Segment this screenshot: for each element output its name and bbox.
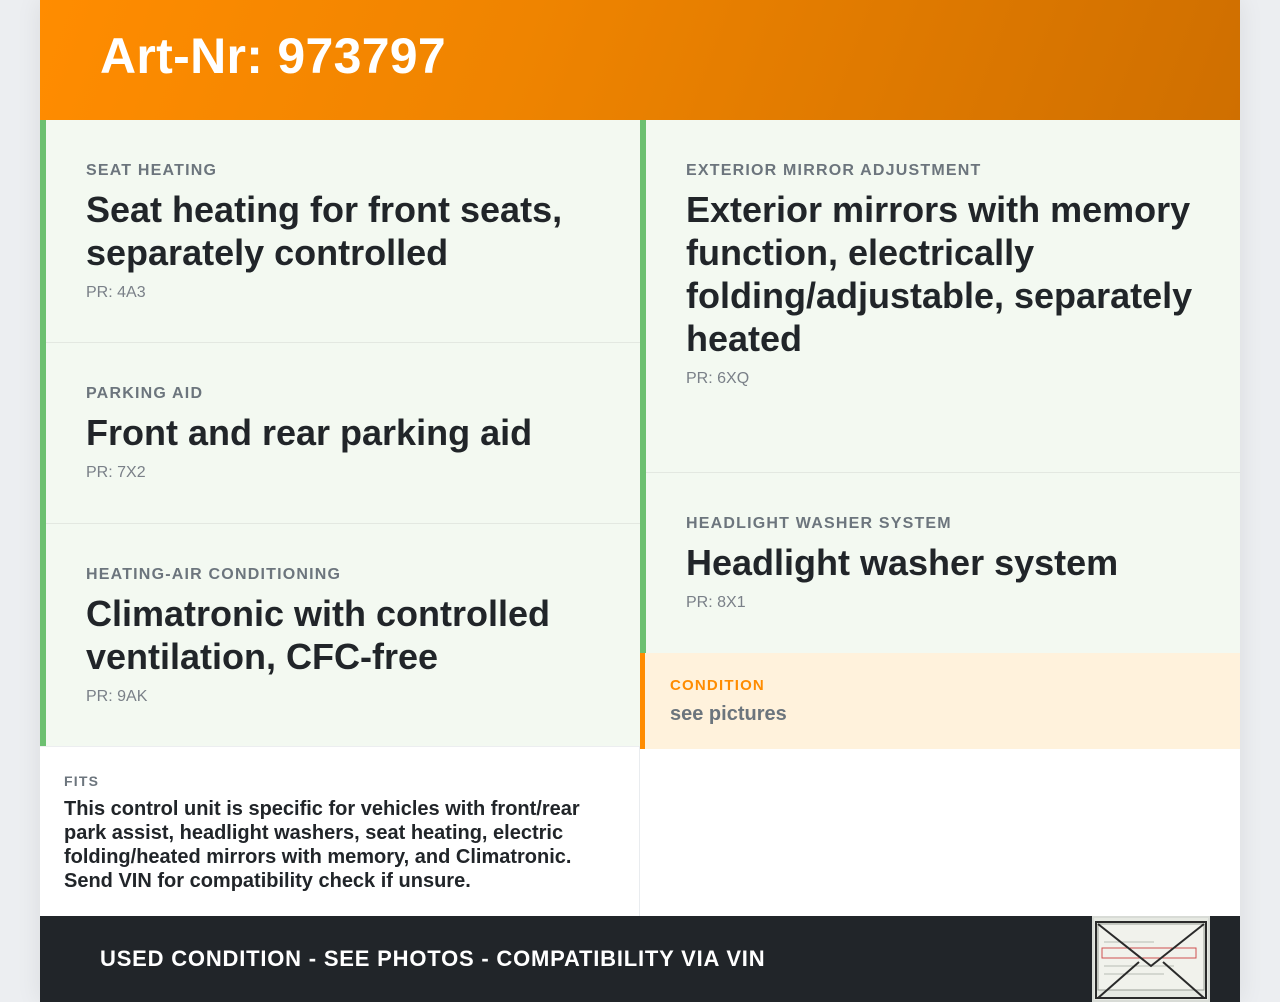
feature-label: PARKING AID xyxy=(86,385,204,402)
feature-value: Climatronic with controlled ventilation, CFC-free xyxy=(86,593,551,677)
feature-value: Seat heating for front seats, separately controlled xyxy=(86,189,563,273)
feature-seat-heating xyxy=(40,120,640,343)
feature-pr-code: PR: 4A3 xyxy=(86,284,146,301)
condition-box xyxy=(640,653,1240,749)
photo-placeholder-icon xyxy=(1094,918,1208,1000)
feature-pr-code: PR: 9AK xyxy=(86,688,148,705)
feature-label: HEADLIGHT WASHER SYSTEM xyxy=(686,515,952,532)
footer-bar xyxy=(40,916,1240,1002)
fits-text: This control unit is specific for vehicles with front/rear park assist, headlight washers, seat heating, electric folding/heated mirrors with memory, and Climatronic. Send VIN for compatibility check if unsure. xyxy=(64,798,580,892)
feature-parking-aid xyxy=(40,343,640,524)
feature-pr-code: PR: 7X2 xyxy=(86,464,146,481)
feature-value: Front and rear parking aid xyxy=(86,412,533,453)
article-number-title: Art-Nr: 973797 xyxy=(100,28,447,84)
feature-pr-code: PR: 8X1 xyxy=(686,594,746,611)
feature-climate xyxy=(40,524,640,746)
header-banner xyxy=(40,0,1240,120)
condition-value: see pictures xyxy=(670,703,787,725)
feature-value: Exterior mirrors with memory function, electrically folding/adjustable, separately heated xyxy=(686,189,1193,359)
footer-slogan: USED CONDITION - SEE PHOTOS - COMPATIBILITY VIA VIN xyxy=(100,946,766,971)
condition-label: CONDITION xyxy=(670,677,765,694)
feature-label: HEATING-AIR CONDITIONING xyxy=(86,566,342,583)
feature-headlight-washer xyxy=(640,473,1240,653)
feature-value: Headlight washer system xyxy=(686,542,1119,583)
feature-pr-code: PR: 6XQ xyxy=(686,370,750,387)
feature-label: EXTERIOR MIRROR ADJUSTMENT xyxy=(686,162,982,179)
fits-section xyxy=(40,746,640,916)
product-sheet xyxy=(40,0,1240,1002)
feature-exterior-mirror xyxy=(640,120,1240,473)
fits-label: FITS xyxy=(64,773,100,789)
feature-label: SEAT HEATING xyxy=(86,162,218,179)
product-photo-thumbnail[interactable] xyxy=(1092,916,1210,1002)
